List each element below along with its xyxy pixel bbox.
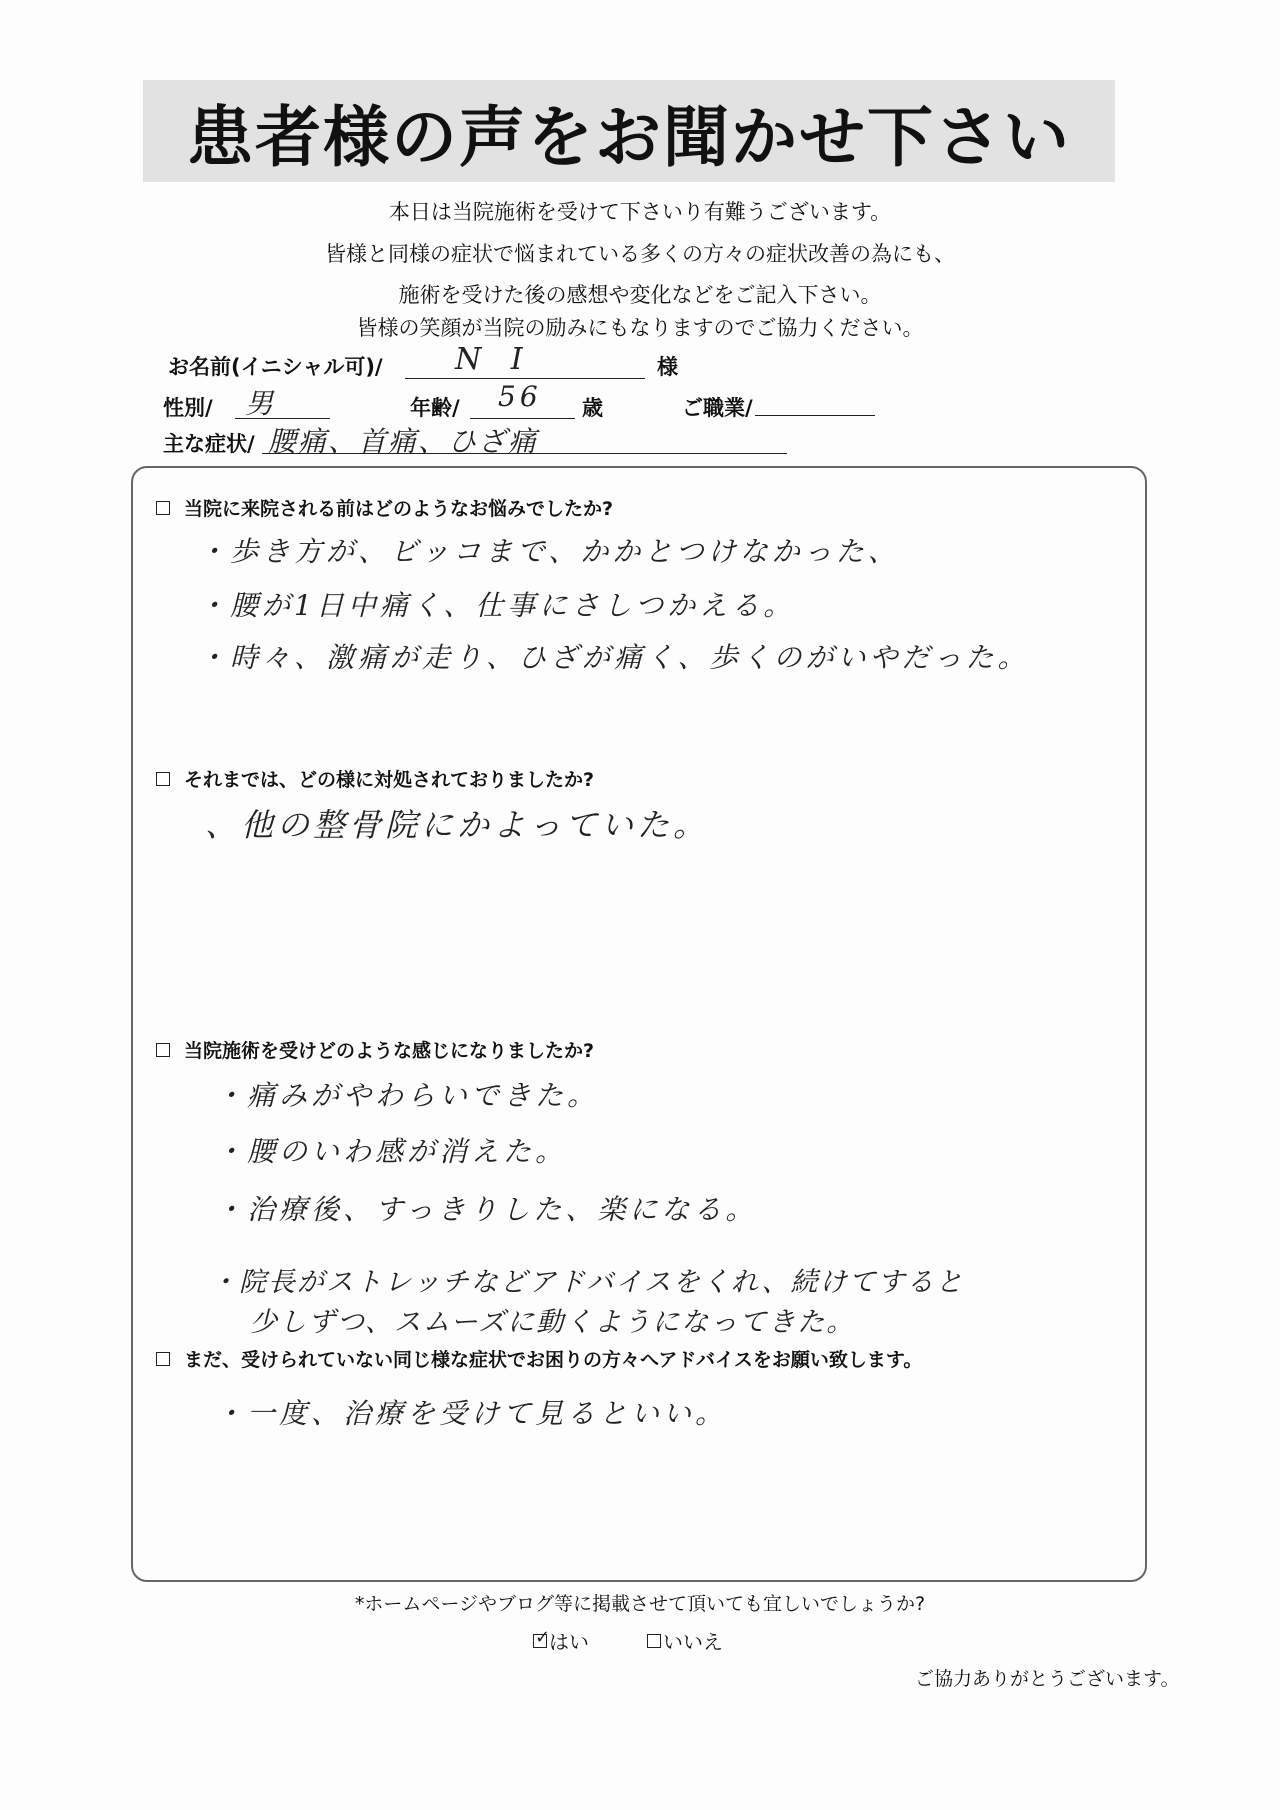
gender-underline — [235, 418, 330, 419]
no-checkbox[interactable] — [647, 1634, 661, 1648]
question-1 — [156, 494, 613, 521]
question-2 — [156, 765, 594, 792]
question-text: まだ、受けられていない同じ様な症状でお困りの方々へアドバイスをお願い致します。 — [184, 1349, 923, 1371]
intro-line: 施術を受けた後の感想や変化などをご記入下さい。 — [398, 283, 882, 307]
permission-question: *ホームページやブログ等に掲載させて頂いても宜しいでしょうか? — [354, 1593, 926, 1615]
answer-line: ・痛みがやわらいできた。 — [215, 1079, 600, 1112]
option-yes-label: はい — [549, 1630, 589, 1654]
question-4 — [156, 1345, 922, 1372]
question-text: 当院に来院される前はどのようなお悩みでしたか? — [184, 498, 614, 520]
yes-checkbox[interactable] — [533, 1626, 551, 1648]
answer-line: ・治療後、すっきりした、楽になる。 — [215, 1193, 758, 1226]
name-suffix: 様 — [657, 355, 678, 379]
answer-line: ・歩き方が、ビッコまで、かかとつけなかった、 — [198, 535, 900, 568]
option-yes[interactable] — [533, 1626, 589, 1655]
page-title: 患者様の声をお聞かせ下さい — [187, 98, 1071, 176]
answer-line: ・一度、治療を受けて見るといい。 — [215, 1397, 728, 1430]
question-checkbox[interactable] — [156, 772, 170, 786]
checkmark-icon: ✓ — [535, 1626, 551, 1648]
answer-line: 、他の整骨院にかよっていた。 — [205, 806, 710, 844]
question-checkbox[interactable] — [156, 501, 170, 515]
question-checkbox[interactable] — [156, 1043, 170, 1057]
name-label: お名前(イニシャル可)/ — [168, 355, 383, 379]
option-no[interactable] — [647, 1626, 723, 1655]
question-checkbox[interactable] — [156, 1352, 170, 1366]
question-3 — [156, 1036, 594, 1063]
symptom-label: 主な症状/ — [163, 432, 255, 456]
age-value: 56 — [498, 380, 542, 413]
answer-line: 少しずつ、スムーズに動くようになってきた。 — [250, 1307, 856, 1338]
gender-value: 男 — [245, 387, 274, 420]
job-underline — [755, 415, 875, 416]
answer-line: ・時々、激痛が走り、ひざが痛く、歩くのがいやだった。 — [198, 641, 1030, 674]
name-underline — [405, 378, 645, 379]
symptom-value: 腰痛、首痛、ひざ痛 — [268, 425, 539, 458]
age-label: 年齢/ — [410, 396, 460, 420]
intro-line: 本日は当院施術を受けて下さいり有難うございます。 — [388, 200, 892, 224]
answer-line: ・腰が1日中痛く、仕事にさしつかえる。 — [198, 589, 796, 622]
gender-label: 性別/ — [163, 396, 213, 420]
intro-line: 皆様の笑顔が当院の励みにもなりますのでご協力ください。 — [356, 316, 924, 340]
age-suffix: 歳 — [582, 396, 603, 420]
name-value: N I — [455, 342, 533, 377]
age-underline — [470, 418, 575, 419]
question-text: 当院施術を受けどのような感じになりましたか? — [184, 1040, 595, 1062]
option-no-label: いいえ — [663, 1630, 723, 1654]
intro-line: 皆様と同様の症状で悩まれている多くの方々の症状改善の為にも、 — [325, 242, 955, 266]
thanks-message: ご協力ありがとうございます。 — [915, 1668, 1180, 1690]
job-label: ご職業/ — [682, 396, 753, 420]
answer-line: ・腰のいわ感が消えた。 — [215, 1135, 568, 1168]
question-text: それまでは、どの様に対処されておりましたか? — [184, 769, 595, 791]
symptom-underline — [262, 453, 787, 454]
title-banner — [143, 80, 1115, 182]
answer-line: ・院長がストレッチなどアドバイスをくれ、続けてすると — [210, 1267, 965, 1298]
